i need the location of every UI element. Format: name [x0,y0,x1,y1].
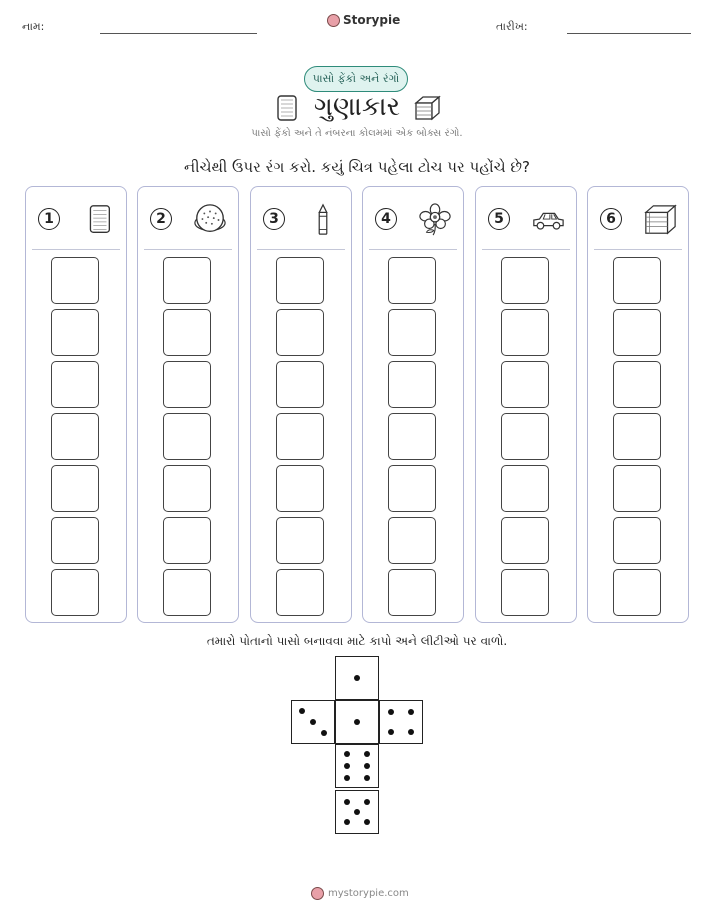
column-4 [362,186,464,623]
die-pip [408,729,414,735]
color-box[interactable] [163,361,211,408]
column-number: 4 [375,208,397,230]
column-divider [32,249,120,250]
column-header [148,203,230,239]
die-pip [354,809,360,815]
color-box[interactable] [51,465,99,512]
color-box[interactable] [388,465,436,512]
car-icon [530,203,566,237]
biscuit-icon [192,203,228,237]
crayon-icon [305,203,341,237]
color-box[interactable] [163,569,211,616]
die-pip [364,751,370,757]
column-divider [257,249,345,250]
die-pip [344,763,350,769]
color-box[interactable] [388,413,436,460]
footer [311,887,409,900]
column-3 [250,186,352,623]
column-1 [25,186,127,623]
die-pip [344,799,350,805]
color-box[interactable] [613,569,661,616]
column-divider [594,249,682,250]
die-pip [364,799,370,805]
storypie-logo-icon [311,887,324,900]
die-pip [364,775,370,781]
column-2 [137,186,239,623]
die-pip [364,763,370,769]
color-box[interactable] [501,257,549,304]
page-title: ગુણાકાર [313,92,401,122]
color-box[interactable] [501,361,549,408]
subtitle: પાસો ફેંકો અને તે નંબરના કોલમમાં એક બોક્સ રંગો. [251,128,463,139]
crate-icon [642,203,678,237]
date-label: તારીખ: [496,20,528,33]
color-box[interactable] [501,569,549,616]
color-box[interactable] [51,257,99,304]
die-pip [388,709,394,715]
footer-url[interactable]: mystorypie.com [328,888,409,899]
color-box[interactable] [163,413,211,460]
color-box[interactable] [276,413,324,460]
color-box[interactable] [613,465,661,512]
mat-icon [80,203,116,237]
die-pip [344,751,350,757]
die-face-1[interactable] [335,700,379,744]
column-number: 5 [488,208,510,230]
color-box[interactable] [501,465,549,512]
die-face-4[interactable] [379,700,423,744]
column-number: 3 [263,208,285,230]
column-divider [482,249,570,250]
color-box[interactable] [388,569,436,616]
die-pip [354,719,360,725]
die-pip [321,730,327,736]
color-box[interactable] [163,465,211,512]
storypie-logo-icon [327,14,340,27]
column-divider [369,249,457,250]
color-box[interactable] [276,569,324,616]
question-text: નીચેથી ઉપર રંગ કરો. કયું ચિત્ર પહેલા ટોચ પર પહોંચે છે? [184,158,530,176]
column-divider [144,249,232,250]
column-header [373,203,455,239]
flower-icon [417,203,453,237]
date-line[interactable] [567,33,691,34]
color-box[interactable] [613,361,661,408]
die-face-1[interactable] [335,656,379,700]
column-number: 6 [600,208,622,230]
color-box[interactable] [51,413,99,460]
die-pip [299,708,305,714]
color-box[interactable] [388,361,436,408]
color-box[interactable] [501,517,549,564]
color-box[interactable] [613,309,661,356]
color-box[interactable] [163,257,211,304]
color-box[interactable] [276,309,324,356]
color-box[interactable] [388,257,436,304]
color-box[interactable] [613,517,661,564]
brand-logo [327,13,400,27]
color-box[interactable] [163,309,211,356]
color-box[interactable] [388,517,436,564]
die-pip [388,729,394,735]
column-5 [475,186,577,623]
color-box[interactable] [51,361,99,408]
die-pip [364,819,370,825]
color-box[interactable] [51,517,99,564]
color-box[interactable] [613,413,661,460]
color-box[interactable] [501,413,549,460]
die-face-5[interactable] [335,790,379,834]
die-pip [354,675,360,681]
crate-icon [413,94,441,122]
die-face-6[interactable] [335,744,379,788]
die-pip [408,709,414,715]
color-box[interactable] [501,309,549,356]
cut-instruction: તમારો પોતાનો પાસો બનાવવા માટે કાપો અને લીટીઓ પર વાળો. [206,634,508,648]
brand-name: Storypie [343,13,401,27]
column-header [486,203,568,239]
column-header [261,203,343,239]
color-box[interactable] [276,465,324,512]
activity-badge: પાસો ફેંકો અને રંગો [304,66,408,92]
color-box[interactable] [388,309,436,356]
column-header [36,203,118,239]
color-box[interactable] [276,361,324,408]
column-header [598,203,680,239]
die-pip [344,819,350,825]
color-box[interactable] [51,569,99,616]
name-line[interactable] [100,33,257,34]
column-number: 1 [38,208,60,230]
color-box[interactable] [51,309,99,356]
die-face-3[interactable] [291,700,335,744]
column-number: 2 [150,208,172,230]
color-box[interactable] [163,517,211,564]
die-pip [310,719,316,725]
color-box[interactable] [276,517,324,564]
color-box[interactable] [613,257,661,304]
die-pip [344,775,350,781]
color-box[interactable] [276,257,324,304]
name-label: નામ: [22,20,45,33]
column-6 [587,186,689,623]
